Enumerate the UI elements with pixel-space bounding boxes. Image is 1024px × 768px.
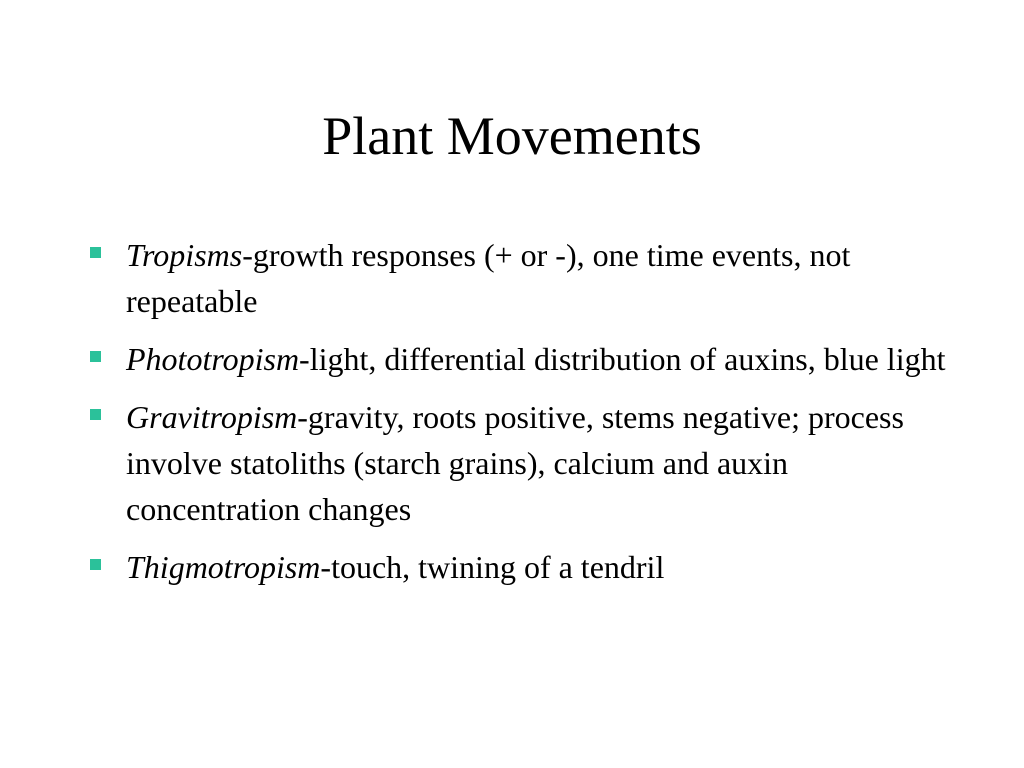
bullet-item-gravitropism: [90, 394, 950, 532]
bullet-item-thigmotropism: [90, 544, 950, 590]
square-bullet-icon: [90, 351, 101, 362]
bullet-term: Gravitropism: [126, 399, 298, 435]
bullet-text: -touch, twining of a tendril: [320, 549, 665, 585]
bullet-term: Thigmotropism: [126, 549, 321, 585]
square-bullet-icon: [90, 409, 101, 420]
bullet-item-phototropism: [90, 336, 950, 382]
square-bullet-icon: [90, 247, 101, 258]
bullet-list: [90, 232, 950, 602]
slide-title: Plant Movements: [322, 106, 702, 166]
bullet-term: Tropisms: [126, 237, 243, 273]
bullet-text: -growth responses (+ or -), one time events, not repeatable: [126, 237, 851, 319]
bullet-text: -light, differential distribution of auxins, blue light: [299, 341, 946, 377]
bullet-term: Phototropism: [126, 341, 300, 377]
square-bullet-icon: [90, 559, 101, 570]
bullet-text: -gravity, roots positive, stems negative; process involve statoliths (starch grains), calcium and auxin concentration changes: [126, 399, 904, 527]
bullet-item-tropisms: [90, 232, 950, 324]
